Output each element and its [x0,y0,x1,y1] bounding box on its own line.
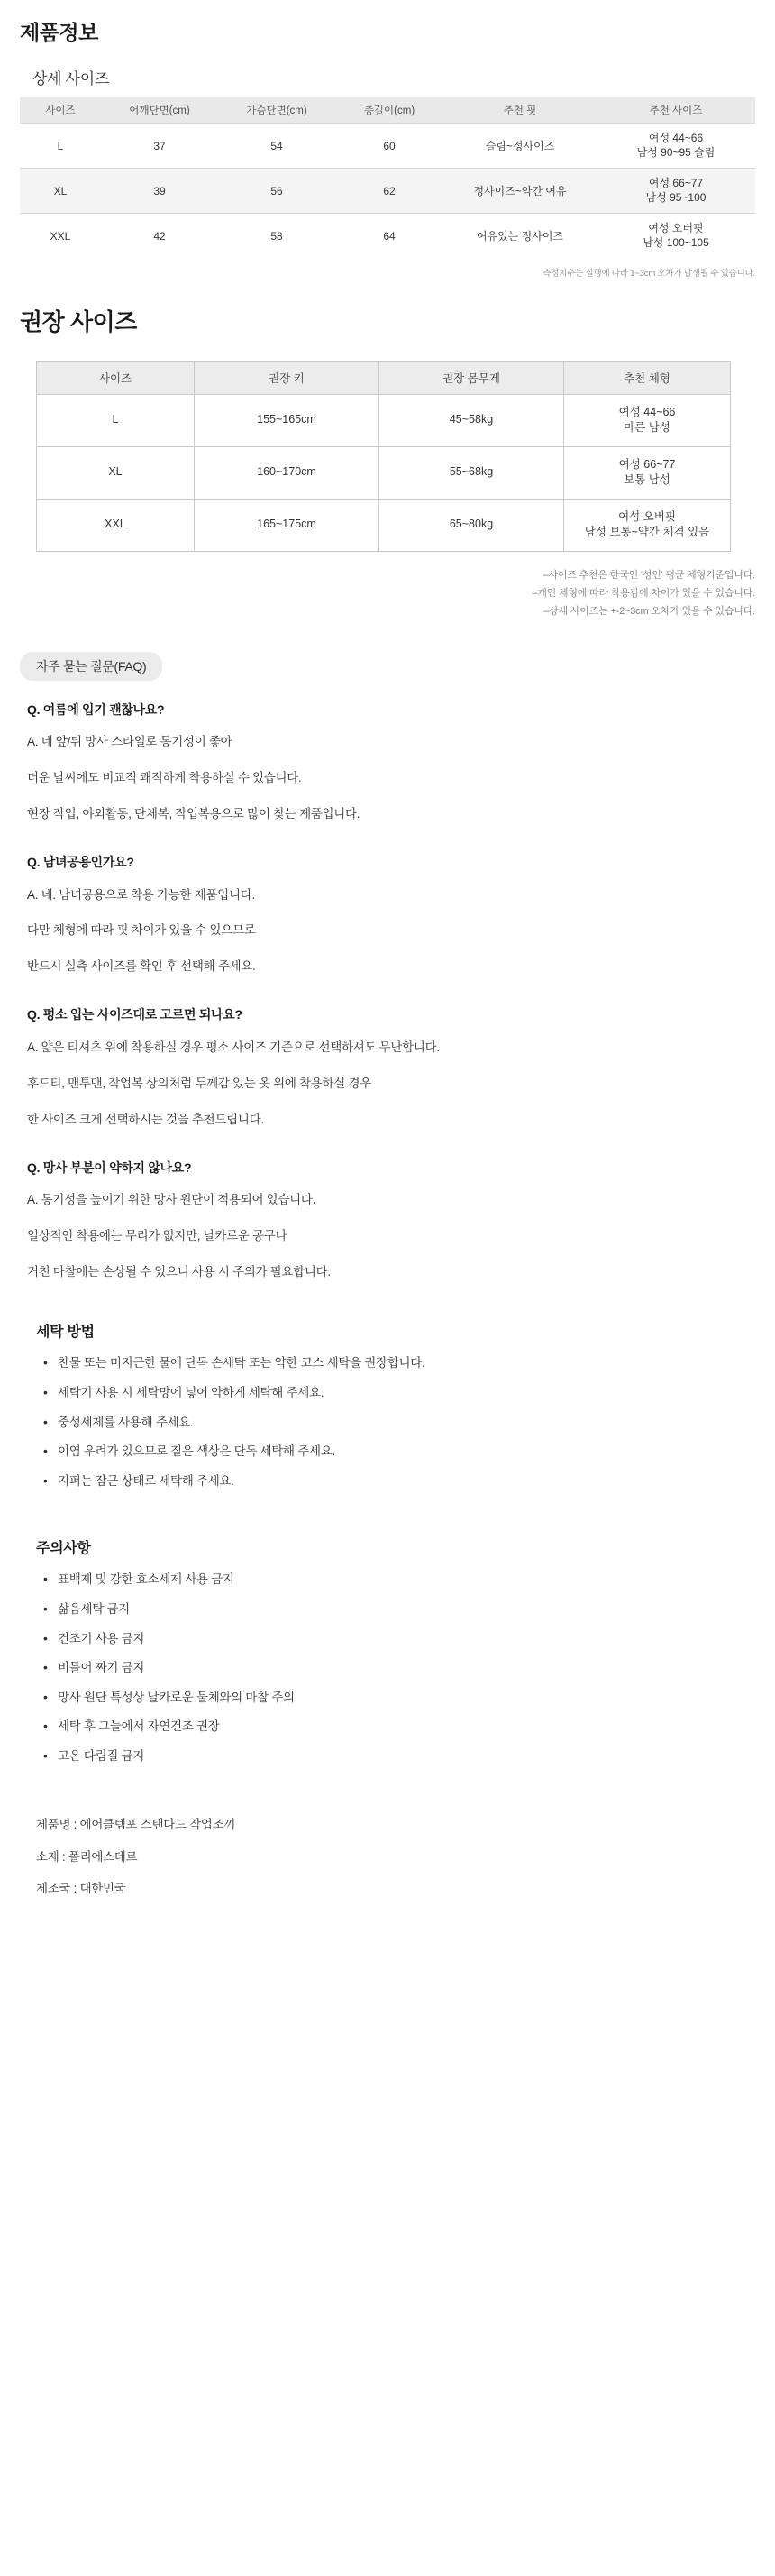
faq-item [27,1005,755,1131]
faq-answer-line: 반드시 실측 사이즈를 확인 후 선택해 주세요. [27,959,256,974]
list-item: • 지퍼는 잠근 상태로 세탁해 주세요. [40,1471,755,1491]
table-row [20,214,755,259]
recommended-line-2: 남성 100~105 [643,235,709,249]
cell-weight: 65~80kg [379,499,564,551]
faq-answer-line: 한 사이즈 크게 선택하시는 것을 추천드립니다. [27,1112,264,1126]
cell-height: 165~175cm [195,499,379,551]
body-type-line-2: 남성 보통~약간 체격 있음 [584,526,710,539]
measurement-note: 측정치수는 실행에 따라 1~3cm 오차가 발생될 수 있습니다. [542,268,755,279]
cell-recommended-size [597,124,755,169]
faq-answer-line: A. 네. 남녀공용으로 착용 가능한 제품입니다. [27,887,255,902]
faq-answer-line: 일상적인 착용에는 무리가 없지만, 날카로운 공구나 [27,1229,287,1243]
col-size: 사이즈 [20,97,101,124]
body-type-line-1: 여성 44~66 [618,405,676,418]
cell-size: XXL [20,214,101,259]
cell-height: 155~165cm [195,394,379,446]
wash-method-heading: 세탁 방법 [36,1325,95,1341]
table-row [37,446,731,499]
list-item: • 고온 다림질 금지 [40,1746,755,1766]
col-fit: 추천 핏 [443,97,597,124]
recommended-size-table [36,361,731,552]
cell-length: 62 [335,169,443,214]
recommended-size-notes [20,566,755,621]
recommended-line-1: 여성 오버핏 [648,222,704,235]
col-shoulder: 어깨단면(cm) [101,97,218,124]
body-type-line-1: 여성 오버핏 [618,509,676,523]
col-recommended-size: 추천 사이즈 [597,97,755,124]
cell-height: 160~170cm [195,446,379,499]
faq-question: Q. 여름에 입기 괜찮나요? [27,701,165,717]
faq-answer-line: 거친 마찰에는 손상될 수 있으니 사용 시 주의가 필요합니다. [27,1265,331,1279]
body-type-line-1: 여성 66~77 [618,457,676,471]
note-item [20,602,755,620]
cell-size: L [20,124,101,169]
body-type-line-2: 보통 남성 [624,473,670,487]
faq-answer-line: 다만 체형에 따라 핏 차이가 있을 수 있으므로 [27,923,256,938]
cell-size: XL [37,446,195,499]
faq-answer-line: A. 통기성을 높이기 위한 망사 원단이 적용되어 있습니다. [27,1193,316,1207]
faq-question: Q. 평소 입는 사이즈대로 고르면 되나요? [27,1007,242,1022]
cell-fit: 정사이즈~약간 여유 [443,169,597,214]
cell-length: 60 [335,124,443,169]
note-item [20,584,755,602]
cell-length: 64 [335,214,443,259]
list-item: • 중성세제를 사용해 주세요. [40,1413,755,1433]
cell-shoulder: 37 [101,124,218,169]
cell-body-type [564,499,731,551]
col-height: 권장 키 [195,361,379,394]
cell-recommended-size [597,214,755,259]
cell-size: XL [20,169,101,214]
table-header-row [20,97,755,124]
faq-item [27,701,755,826]
origin-line: 제조국 : 대한민국 [36,1882,126,1896]
list-item: • 세탁 후 그늘에서 자연건조 권장 [40,1717,755,1737]
faq-answer-line: 현장 작업, 야외활동, 단체복, 작업복용으로 많이 찾는 제품입니다. [27,806,360,820]
note-text: 상세 사이즈는 +-2~3cm 오차가 있을 수 있습니다. [549,606,755,618]
body-type-line-2: 마른 남성 [624,421,670,435]
col-chest: 가슴단면(cm) [218,97,335,124]
cell-chest: 54 [218,124,335,169]
cell-chest: 58 [218,214,335,259]
recommended-line-2: 남성 90~95 슬림 [636,145,716,159]
list-item: • 이염 우려가 있으므로 짙은 색상은 단독 세탁해 주세요. [40,1442,755,1462]
spacer [20,1500,755,1536]
detail-size-heading: 상세 사이즈 [32,70,110,87]
faq-item [27,1159,755,1284]
cell-size: L [37,394,195,446]
product-meta-section [0,1775,775,1898]
page-title: 제품정보 [20,21,98,44]
cell-size: XXL [37,499,195,551]
cell-fit: 여유있는 정사이즈 [443,214,597,259]
detail-size-table [20,97,755,259]
note-text: 사이즈 추천은 한국인 '성인' 평균 체형기준입니다. [548,569,755,581]
recommended-size-heading: 권장 사이즈 [20,307,137,335]
recommended-size-section [0,279,775,621]
col-size: 사이즈 [37,361,195,394]
cell-shoulder: 42 [101,214,218,259]
wash-method-section [0,1311,775,1765]
list-item: • 비틀어 짜기 금지 [40,1658,755,1678]
cell-recommended-size [597,169,755,214]
list-item: • 표백제 및 강한 효소세제 사용 금지 [40,1570,755,1590]
caution-list [40,1570,755,1765]
table-header-row [37,361,731,394]
faq-answer-line: 후드티, 맨투맨, 작업복 상의처럼 두께감 있는 옷 위에 착용하실 경우 [27,1076,371,1090]
cell-fit: 슬림~정사이즈 [443,124,597,169]
dash-icon: – [532,587,538,599]
cell-shoulder: 39 [101,169,218,214]
table-row [20,169,755,214]
cell-body-type [564,446,731,499]
wash-method-list [40,1353,755,1490]
faq-item [27,853,755,978]
col-body-type: 추천 체형 [564,361,731,394]
list-item: • 찬물 또는 미지근한 물에 단독 손세탁 또는 약한 코스 세탁을 권장합니다. [40,1353,755,1373]
cell-weight: 55~68kg [379,446,564,499]
table-row [37,499,731,551]
dash-icon: – [542,569,549,581]
cell-body-type [564,394,731,446]
product-name-line: 제품명 : 에어클템포 스탠다드 작업조끼 [36,1817,236,1831]
col-length: 총길이(cm) [335,97,443,124]
faq-question: Q. 망사 부분이 약하지 않나요? [27,1160,192,1175]
faq-answer-line: A. 네 앞/뒤 망사 스타일로 통기성이 좋아 [27,735,232,749]
faq-section [0,621,775,1285]
faq-question: Q. 남녀공용인가요? [27,855,134,870]
col-weight: 권장 몸무게 [379,361,564,394]
list-item: • 세탁기 사용 시 세탁망에 넣어 약하게 세탁해 주세요. [40,1383,755,1403]
faq-answer-line: 더운 날씨에도 비교적 쾌적하게 착용하실 수 있습니다. [27,770,302,784]
caution-heading: 주의사항 [36,1541,91,1557]
note-text: 개인 체형에 따라 착용감에 차이가 있을 수 있습니다. [537,587,755,599]
faq-list [27,701,755,1285]
list-item: • 망사 원단 특성상 날카로운 물체와의 마찰 주의 [40,1688,755,1708]
recommended-line-1: 여성 44~66 [648,132,704,144]
product-info-section [0,0,775,279]
faq-badge: 자주 묻는 질문(FAQ) [20,652,162,681]
dash-icon: – [543,606,550,618]
material-line: 소재 : 폴리에스테르 [36,1849,138,1864]
table-row [20,124,755,169]
note-item [20,566,755,584]
faq-answer-line: A. 얇은 티셔츠 위에 착용하실 경우 평소 사이즈 기준으로 선택하셔도 무난합니다. [27,1040,440,1054]
cell-chest: 56 [218,169,335,214]
recommended-line-1: 여성 66~77 [648,177,704,190]
list-item: • 삶음세탁 금지 [40,1600,755,1619]
cell-weight: 45~58kg [379,394,564,446]
recommended-line-2: 남성 95~100 [645,190,707,204]
list-item: • 건조기 사용 금지 [40,1629,755,1649]
table-row [37,394,731,446]
